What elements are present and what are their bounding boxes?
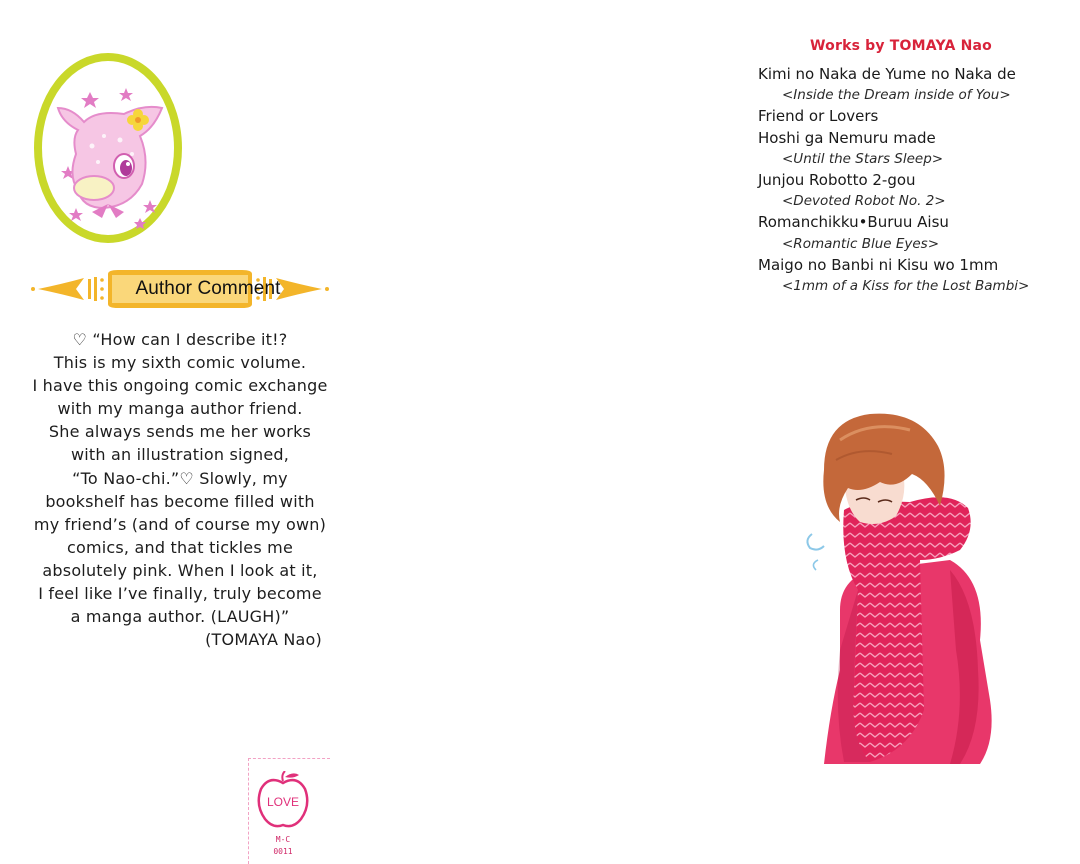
- character-illustration: [800, 410, 1000, 768]
- comment-signature: (TOMAYA Nao): [205, 630, 322, 650]
- comment-line: absolutely pink. When I look at it,: [42, 560, 318, 580]
- work-item: [758, 212, 1068, 254]
- author-emblem-deer: [32, 50, 184, 246]
- work-item: [758, 128, 1068, 170]
- work-title: Romanchikku•Buruu Aisu: [758, 213, 949, 232]
- work-subtitle: <Romantic Blue Eyes>: [782, 235, 940, 252]
- work-title: Kimi no Naka de Yume no Naka de: [758, 65, 1016, 83]
- comment-line: a manga author. (LAUGH)”: [70, 607, 290, 627]
- author-comment-header: [28, 270, 332, 308]
- work-item: [758, 64, 1068, 106]
- work-title: Friend or Lovers: [758, 107, 879, 126]
- logo-word: LOVE: [266, 795, 299, 809]
- work-subtitle: <Devoted Robot No. 2>: [782, 193, 946, 210]
- comment-line: with my manga author friend.: [57, 399, 303, 419]
- work-title: Hoshi ga Nemuru made: [758, 128, 936, 147]
- logo-number: 0011: [273, 847, 293, 856]
- work-item: [758, 106, 1068, 127]
- comment-line: “To Nao-chi.”♡ Slowly, my: [72, 468, 288, 488]
- work-subtitle: <Inside the Dream inside of You>: [782, 87, 1011, 104]
- comment-line: ♡ “How can I describe it!?: [72, 330, 288, 349]
- work-subtitle: <1mm of a Kiss for the Lost Bambi>: [782, 277, 1030, 294]
- work-item: [758, 170, 1068, 212]
- works-list: [758, 64, 1068, 297]
- work-item: [758, 255, 1068, 297]
- comment-line: I feel like I’ve finally, truly become: [38, 584, 322, 604]
- work-title: Junjou Robotto 2-gou: [758, 170, 916, 189]
- comment-line: bookshelf has become filled with: [45, 491, 315, 511]
- logo-code: M-C: [275, 835, 291, 844]
- work-subtitle: <Until the Stars Sleep>: [782, 150, 944, 167]
- comment-line: This is my sixth comic volume.: [53, 353, 307, 373]
- comment-line: comics, and that tickles me: [66, 537, 293, 557]
- author-comment-title: Author Comment: [135, 278, 281, 299]
- comment-line: I have this ongoing comic exchange: [32, 376, 328, 396]
- comment-line: with an illustration signed,: [70, 445, 290, 465]
- author-comment-text: [30, 328, 330, 651]
- comment-line: She always sends me her works: [48, 422, 312, 442]
- work-title: Maigo no Banbi ni Kisu wo 1mm: [758, 255, 999, 274]
- publisher-logo: [248, 758, 330, 864]
- works-heading: Works by TOMAYA Nao: [810, 38, 992, 54]
- comment-line: my friend’s (and of course my own): [33, 514, 327, 534]
